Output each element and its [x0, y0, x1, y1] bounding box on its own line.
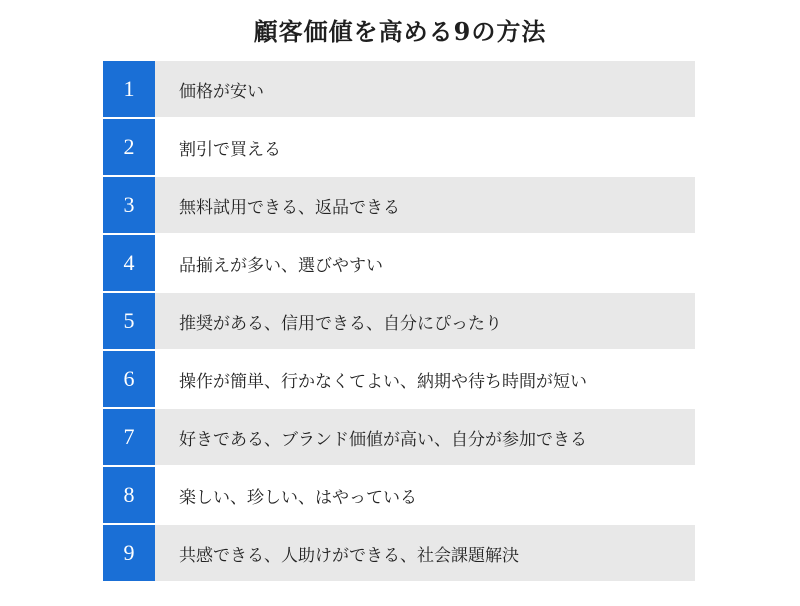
- item-number: 2: [103, 119, 155, 175]
- list-item: [103, 467, 695, 523]
- item-number: 7: [103, 409, 155, 465]
- item-number: 4: [103, 235, 155, 291]
- list-item: [103, 525, 695, 581]
- item-text: 共感できる、人助けができる、社会課題解決: [155, 525, 695, 581]
- item-text: 品揃えが多い、選びやすい: [155, 235, 695, 291]
- page-title: 顧客価値を高める9の方法: [253, 17, 547, 46]
- list-item: [103, 61, 695, 117]
- item-text: 操作が簡単、行かなくてよい、納期や待ち時間が短い: [155, 351, 695, 407]
- list-item: [103, 235, 695, 291]
- methods-list: [103, 61, 695, 583]
- item-number: 3: [103, 177, 155, 233]
- list-item: [103, 177, 695, 233]
- list-item: [103, 351, 695, 407]
- item-number: 6: [103, 351, 155, 407]
- item-text: 楽しい、珍しい、はやっている: [155, 467, 695, 523]
- item-text: 好きである、ブランド価値が高い、自分が参加できる: [155, 409, 695, 465]
- item-text: 価格が安い: [155, 61, 695, 117]
- item-number: 8: [103, 467, 155, 523]
- list-item: [103, 293, 695, 349]
- item-text: 無料試用できる、返品できる: [155, 177, 695, 233]
- item-text: 推奨がある、信用できる、自分にぴったり: [155, 293, 695, 349]
- list-item: [103, 119, 695, 175]
- item-number: 9: [103, 525, 155, 581]
- item-text: 割引で買える: [155, 119, 695, 175]
- item-number: 5: [103, 293, 155, 349]
- list-item: [103, 409, 695, 465]
- item-number: 1: [103, 61, 155, 117]
